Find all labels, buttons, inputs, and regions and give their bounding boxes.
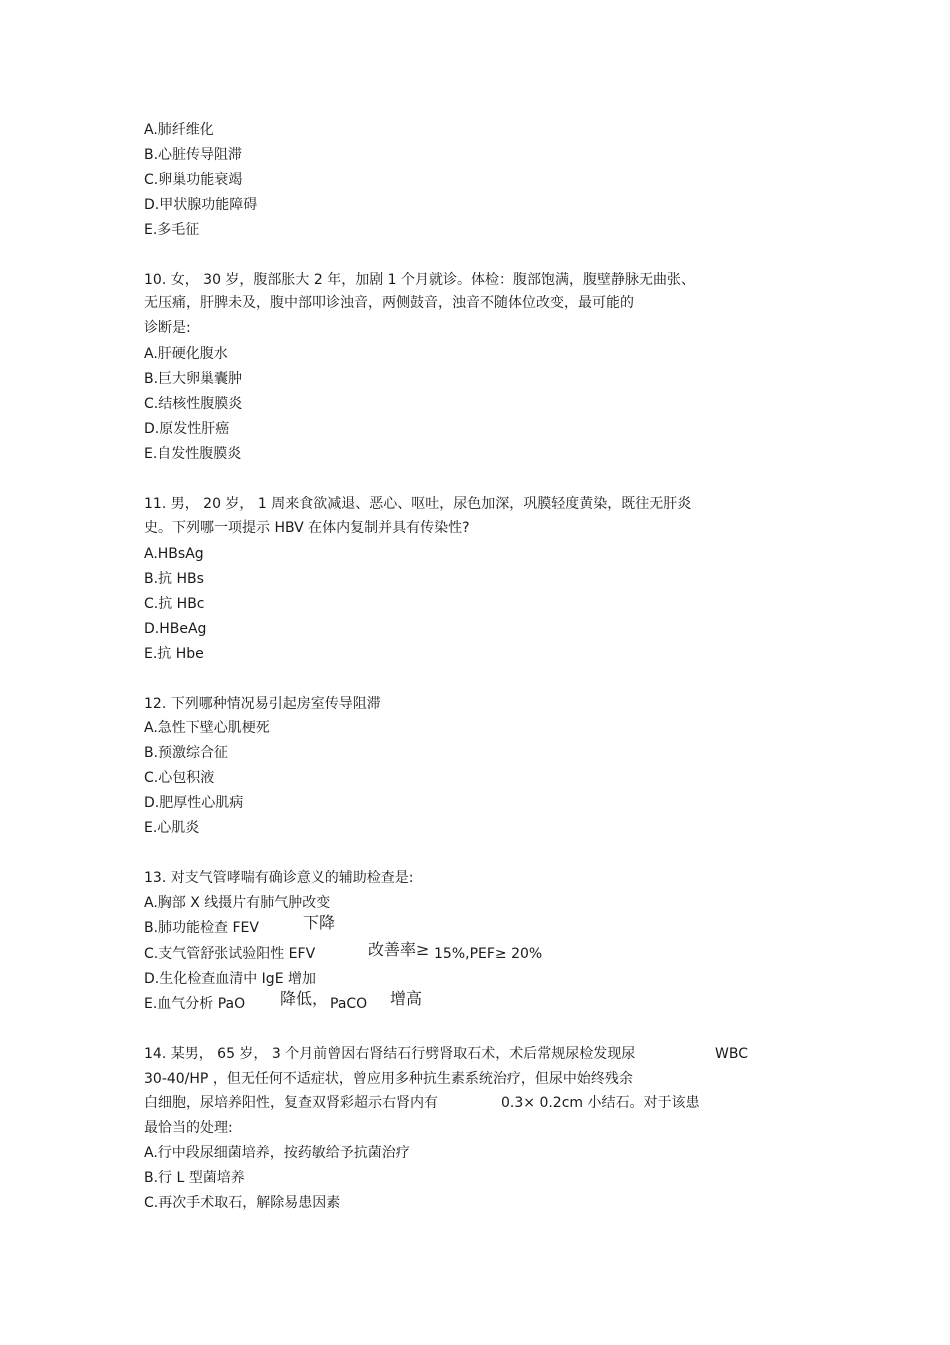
- q13-option-e-handwritten-1: 降低，: [280, 989, 329, 1008]
- q14-stem-line-4: 最恰当的处理:: [144, 1120, 233, 1136]
- q11-option-e: E.抗 Hbe: [144, 646, 204, 662]
- q10-option-d: D.原发性肝癌: [144, 421, 230, 437]
- q13-option-e-mid: PaCO: [330, 996, 368, 1012]
- q14-stem-line-3: 白细胞，尿培养阳性，复查双肾彩超示右肾内有: [144, 1095, 438, 1111]
- q9-option-a: A.肺纤维化: [144, 122, 214, 138]
- q10-option-b: B.巨大卵巢囊肿: [144, 371, 243, 387]
- q10-stem-line-2: 无压痛，肝脾未及，腹中部叩诊浊音，两侧鼓音，浊音不随体位改变，最可能的: [144, 295, 634, 311]
- q14-option-b: B.行 L 型菌培养: [144, 1170, 245, 1186]
- q13-option-b: B.肺功能检查 FEV: [144, 920, 259, 936]
- q10-stem-line-3: 诊断是:: [144, 320, 191, 336]
- q10-option-a: A.肝硬化腹水: [144, 346, 228, 362]
- q12-option-e: E.心肌炎: [144, 820, 200, 836]
- q11-stem-line-1: 11. 男， 20 岁， 1 周来食欲减退、恶心、呕吐，尿色加深，巩膜轻度黄染，既往无肝炎: [144, 496, 692, 512]
- q13-option-b-handwritten: 下降: [303, 913, 336, 932]
- q9-option-b: B.心脏传导阻滞: [144, 147, 243, 163]
- q11-option-a: A.HBsAg: [144, 546, 204, 562]
- q14-stem-line-2: 30-40/HP ，但无任何不适症状，曾应用多种抗生素系统治疗，但尿中始终残余: [144, 1071, 633, 1087]
- q11-stem-line-2: 史。下列哪一项提示 HBV 在体内复制并具有传染性?: [144, 520, 470, 536]
- q13-option-c: C.支气管舒张试验阳性 EFV: [144, 946, 316, 962]
- q13-option-c-tail: 15%,PEF≥ 20%: [434, 946, 543, 962]
- q14-stem-line-1: 14. 某男， 65 岁， 3 个月前曾因右肾结石行劈肾取石术，术后常规尿检发现尿: [144, 1046, 636, 1062]
- q14-stem-line-3-tail: 0.3× 0.2cm 小结石。对于该患: [501, 1095, 700, 1111]
- q10-option-c: C.结核性腹膜炎: [144, 396, 243, 412]
- q14-option-a: A.行中段尿细菌培养，按药敏给予抗菌治疗: [144, 1145, 410, 1161]
- q10-stem-line-1: 10. 女， 30 岁，腹部胀大 2 年，加剧 1 个月就诊。体检：腹部饱满，腹壁静脉无曲张、: [144, 272, 696, 288]
- q12-stem: 12. 下列哪种情况易引起房室传导阻滞: [144, 696, 381, 712]
- q9-option-d: D.甲状腺功能障碍: [144, 197, 258, 213]
- q12-option-a: A.急性下壁心肌梗死: [144, 720, 270, 736]
- q9-option-c: C.卵巢功能衰竭: [144, 172, 243, 188]
- q11-option-b: B.抗 HBs: [144, 571, 204, 587]
- q11-option-d: D.HBeAg: [144, 621, 207, 637]
- q12-option-c: C.心包积液: [144, 770, 215, 786]
- q13-option-e-handwritten-2: 增高: [390, 989, 423, 1008]
- q13-option-e: E.血气分析 PaO: [144, 996, 246, 1012]
- q13-option-a: A.胸部 X 线摄片有肺气肿改变: [144, 895, 331, 911]
- q11-option-c: C.抗 HBc: [144, 596, 205, 612]
- q13-stem: 13. 对支气管哮喘有确诊意义的辅助检查是:: [144, 870, 414, 886]
- q12-option-b: B.预激综合征: [144, 745, 229, 761]
- q14-stem-line-1-tail: WBC: [715, 1046, 748, 1062]
- q14-option-c: C.再次手术取石，解除易患因素: [144, 1195, 341, 1211]
- q13-option-c-handwritten: 改善率≥: [368, 940, 430, 959]
- q13-option-d: D.生化检查血清中 IgE 增加: [144, 971, 316, 987]
- q9-option-e: E.多毛征: [144, 222, 200, 238]
- q10-option-e: E.自发性腹膜炎: [144, 446, 242, 462]
- q12-option-d: D.肥厚性心肌病: [144, 795, 244, 811]
